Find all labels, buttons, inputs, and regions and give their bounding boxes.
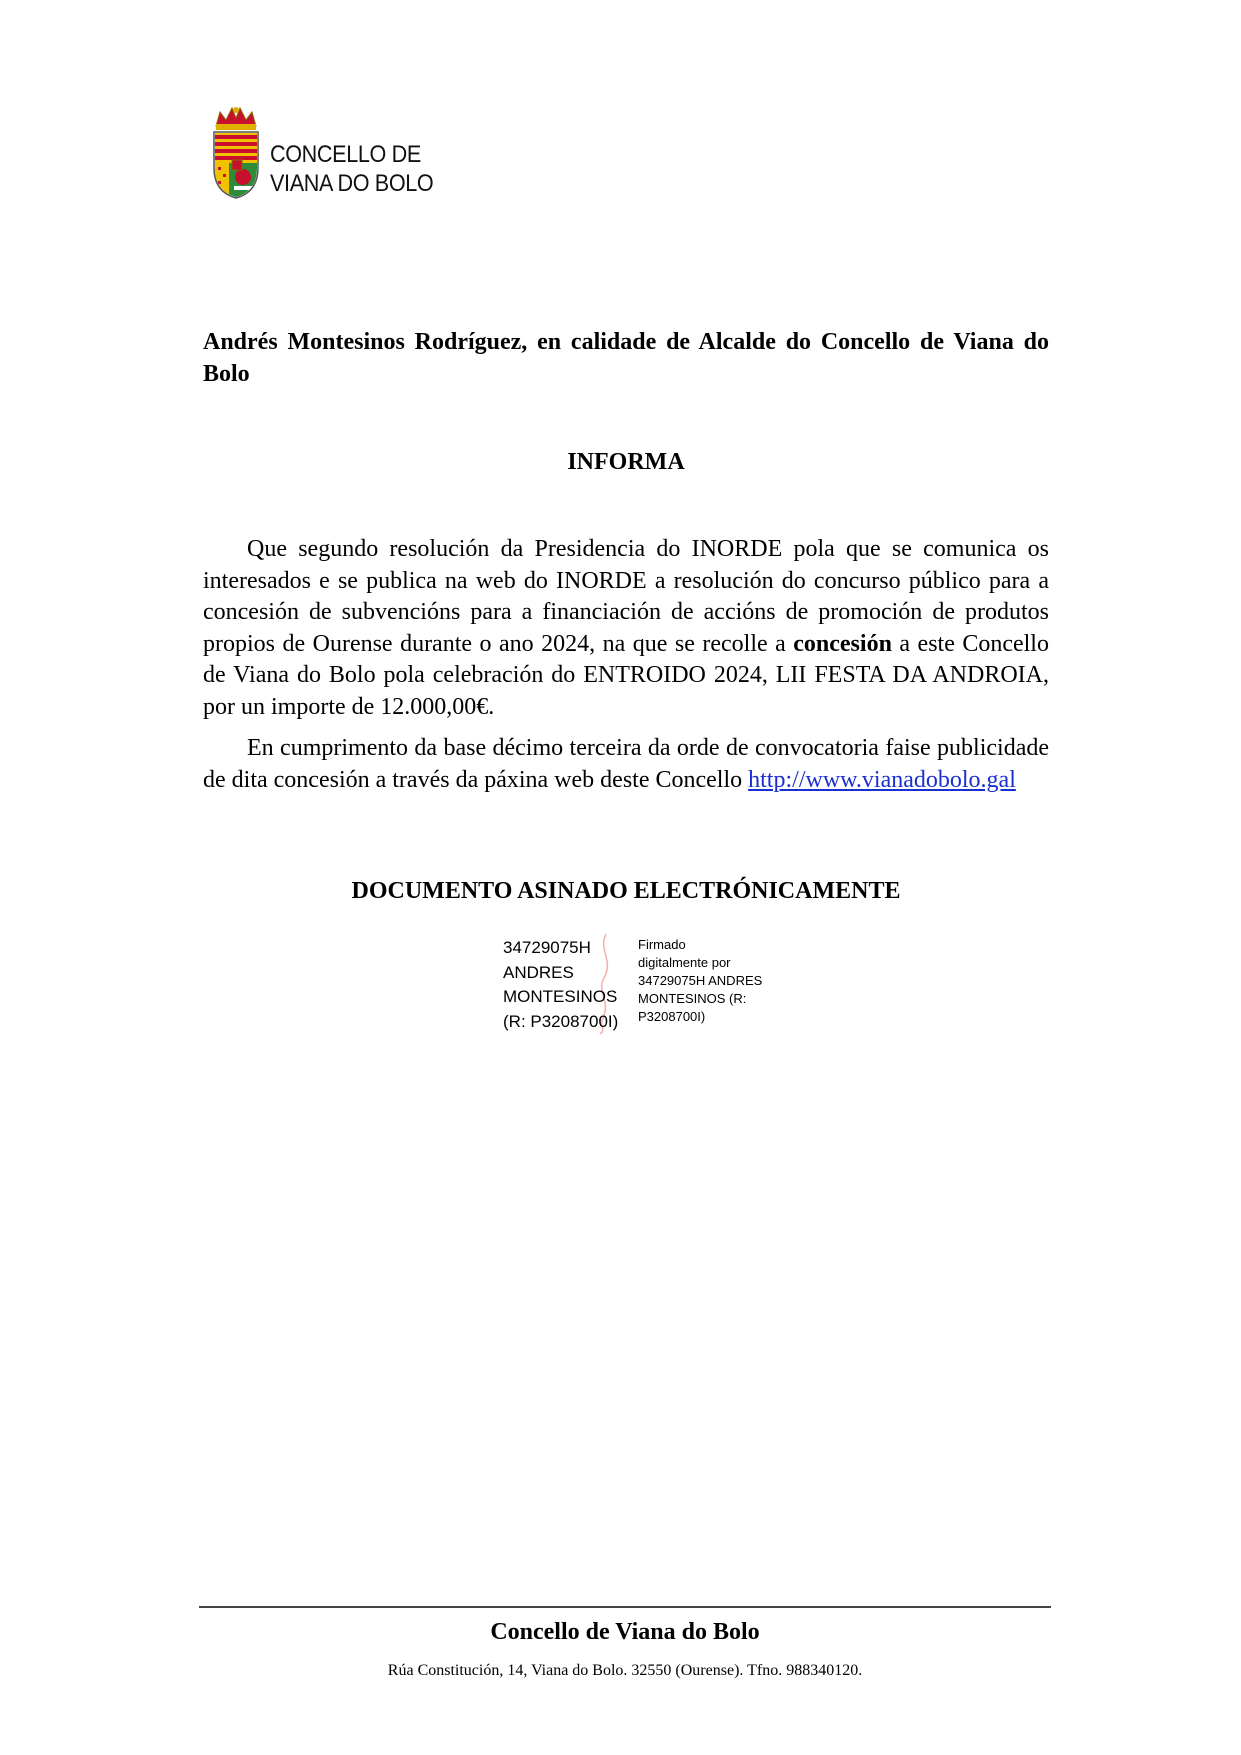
- municipality-logo: [210, 104, 450, 200]
- logo-wordmark: [270, 140, 433, 198]
- paragraph-2: [203, 733, 1049, 796]
- paragraph-1-text-a: Que segundo resolución da Presidencia do INORDE pola que se comunica os interesados e se publica na web do INORDE a resolución do concurso público para a concesión de subvencións para a financiación de accións de promoción de produtos propios de Ourense durante o ano 2024, na que se recolle a: [203, 536, 1049, 657]
- signer-line: (R: P3208700I): [503, 1011, 619, 1031]
- signature-detail-line: 34729075H ANDRES: [638, 973, 763, 988]
- digital-signature-stamp: [503, 930, 803, 1035]
- footer-title: Concello de Viana do Bolo: [490, 1619, 760, 1645]
- signature-detail-line: Firmado: [638, 937, 686, 952]
- signature-detail-line: digitalmente por: [638, 955, 731, 970]
- footer-address: Rúa Constitución, 14, Viana do Bolo. 32550 (Ourense). Tfno. 988340120.: [387, 1662, 863, 1679]
- paragraph-1: [203, 534, 1049, 723]
- signed-label: DOCUMENTO ASINADO ELECTRÓNICAMENTE: [351, 878, 901, 904]
- signature-detail-line: P3208700I): [638, 1009, 706, 1024]
- logo-line-2: VIANA DO BOLO: [270, 170, 434, 197]
- document-heading: Andrés Montesinos Rodríguez, en calidade de Alcalde do Concello de Viana do Bolo: [203, 329, 1049, 387]
- paragraph-1-bold: concesión: [793, 630, 892, 657]
- signer-name: [503, 936, 618, 1034]
- logo-line-1: CONCELLO DE: [270, 141, 421, 168]
- website-link[interactable]: http://www.vianadobolo.gal: [748, 766, 1016, 793]
- signature-detail-line: MONTESINOS (R:: [638, 991, 747, 1006]
- signer-line: MONTESINOS: [503, 987, 618, 1006]
- document-title: INFORMA: [567, 449, 685, 475]
- footer-divider: [199, 1606, 1051, 1608]
- signature-details: [638, 936, 762, 1026]
- paragraph-2-text: En cumprimento da base décimo terceira da orde de convocatoria faise publicidade de dita concesión a través da páxina web deste Concello: [203, 735, 1049, 793]
- coat-of-arms-icon: [210, 104, 262, 200]
- document-body: [203, 534, 1049, 796]
- signer-line: 34729075H: [503, 938, 591, 957]
- paragraph-1-text-b: a este Concello de Viana do Bolo pola celebración do ENTROIDO 2024, LII FESTA DA ANDROIA, por un importe de 12.000,00€.: [203, 630, 1049, 720]
- signer-line: ANDRES: [503, 962, 574, 982]
